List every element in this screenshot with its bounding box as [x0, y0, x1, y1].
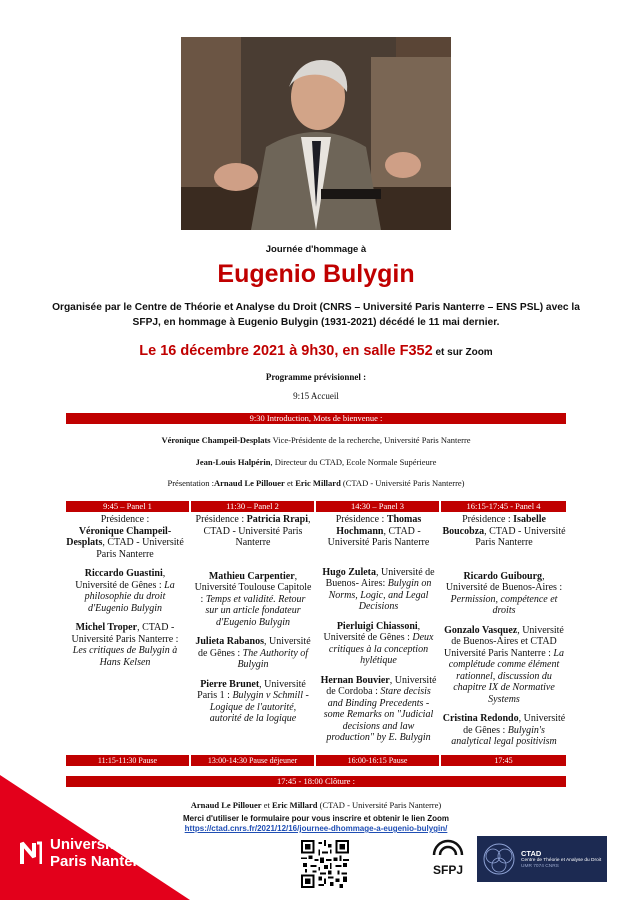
talk-affiliation: , Université de Gênes :: [323, 620, 421, 643]
talk-speaker: Hernan Bouvier: [320, 674, 390, 686]
talk: [193, 679, 313, 725]
speaker-name: Arnaud Le Pillouer: [190, 800, 262, 810]
panels-table: [66, 501, 566, 753]
speaker-affiliation: , Directeur du CTAD, Ecole Normale Supérieure: [270, 457, 437, 467]
talk-affiliation: , Université de Buenos-Aires et CTAD Université Paris Nanterre :: [444, 624, 564, 659]
presidence-name: Isabelle Boucobza: [442, 514, 546, 537]
presidence-name: Véronique Champeil-Desplats: [66, 525, 172, 548]
panel-presidence: [66, 514, 184, 560]
talk-title: Temps et validité. Retour sur un article fondateur d'Eugenio Bulygin: [205, 593, 306, 628]
talk: [66, 568, 184, 614]
talk-affiliation: , Université de Cordoba :: [326, 674, 437, 697]
event-title: Eugenio Bulygin: [217, 260, 415, 288]
sfpj-logo: [425, 838, 471, 877]
presidence-name: Thomas Hochmann: [336, 514, 422, 537]
speaker-name: Jean-Louis Halpérin: [195, 457, 271, 467]
talk-affiliation: , Université de Gênes :: [463, 713, 566, 736]
accueil-time: 9:15 Accueil: [293, 391, 339, 401]
speaker-photo: [181, 37, 451, 230]
intro-presentation: [0, 478, 632, 488]
talk-affiliation: , CTAD - Université Paris Nanterre :: [71, 622, 179, 645]
panel-2-header: 11:30 – Panel 2: [191, 501, 314, 512]
talk-title: The Authority of Bulygin: [237, 647, 309, 670]
pause-1: 11:15-11:30 Pause: [66, 755, 189, 766]
panel-presidence: [193, 514, 313, 549]
sfpj-text: SFPJ: [432, 863, 463, 877]
talk-affiliation: , Université de Buenos-Aires :: [445, 570, 563, 593]
panel-4-header: 16:15-17:45 - Panel 4: [441, 501, 566, 512]
zoom-registration-link[interactable]: https://ctad.cnrs.fr/2021/12/16/journee-dhommage-a-eugenio-bulygin/: [184, 824, 448, 833]
talk: [193, 636, 313, 671]
panel-3-column: [318, 514, 439, 752]
presidence-label: Présidence :: [462, 514, 514, 525]
sfpj-arc-icon: [432, 838, 464, 856]
panel-presidence: [318, 514, 439, 549]
panel-2-column: [193, 514, 313, 733]
programme-heading: Programme prévisionnel :: [265, 372, 367, 382]
ctad-text: [521, 849, 601, 870]
talk-affiliation: , Université Toulouse Capitole :: [194, 570, 312, 605]
ctad-emblem-icon: [481, 841, 517, 877]
intro-speaker-1: [0, 435, 632, 445]
pause-2: 13:00-14:30 Pause déjeuner: [191, 755, 314, 766]
conjunction: et: [284, 478, 296, 488]
panel-4-column: [442, 514, 566, 756]
talk-title: Stare decisis and Binding Precedents - some Remarks on "Judicial decisions and law production" by E. Bulygin: [323, 686, 434, 743]
talk-title: Les critiques de Bulygin à Hans Kelsen: [72, 645, 178, 668]
ctad-subtitle: Centre de Théorie et Analyse du Droit: [521, 857, 602, 863]
talk-affiliation: , Université de Gênes :: [197, 636, 311, 659]
presidence-label: Présidence :: [195, 514, 247, 525]
talk: [442, 713, 566, 748]
talk-speaker: Michel Troper: [75, 622, 138, 633]
talk-title: Bulygin on Norms, Logic, and Legal Decisions: [328, 578, 432, 612]
zoom-note: Merci d'utiliser le formulaire pour vous inscrire et obtenir le lien Zoom: [183, 814, 449, 823]
talk-speaker: Cristina Redondo: [442, 713, 519, 724]
speaker-affiliation: (CTAD - Université Paris Nanterre): [317, 800, 442, 810]
intro-bar: 9:30 Introduction, Mots de bienvenue :: [66, 413, 566, 424]
ctad-logo: [477, 836, 607, 882]
event-subtitle: Journée d'hommage à: [265, 244, 367, 255]
date-location: Le 16 décembre 2021 à 9h30, en salle F352: [139, 343, 433, 359]
talk-title: Bulygin's analytical legal positivism: [451, 724, 557, 747]
universite-line-1: Université: [50, 836, 123, 853]
talk: [318, 621, 439, 667]
closure-bar: 17:45 - 18:00 Clôture :: [66, 776, 566, 787]
talk-title: Deux critiques à la conception hylétique: [328, 632, 434, 666]
presidence-affiliation: , CTAD - Université Paris Nanterre: [475, 525, 566, 548]
presentation-label: Présentation :: [167, 478, 214, 488]
panel-1-header: 9:45 – Panel 1: [66, 501, 189, 512]
date-line: [0, 342, 632, 360]
presidence-name: Patricia Rrapi: [246, 514, 308, 525]
talk-speaker: Julieta Rabanos: [195, 636, 264, 647]
panel-presidence: [442, 514, 566, 549]
talk-affiliation: , Université de Buenos- Aires:: [325, 566, 435, 589]
closure-speakers: [0, 800, 632, 810]
presidence-affiliation: , CTAD - Université Paris Nanterre: [327, 525, 430, 548]
talk: [66, 622, 184, 668]
qr-code-icon[interactable]: [301, 840, 349, 888]
talk-speaker: Riccardo Guastini: [84, 568, 163, 579]
talk-speaker: Pierluigi Chiassoni: [336, 620, 418, 632]
universite-line-2: Paris Nanterre: [50, 853, 153, 870]
presidence-label: Présidence :: [335, 514, 387, 525]
organisation-text: Organisée par le Centre de Théorie et Analyse du Droit (CNRS – Université Paris Nanterre – ENS PSL) avec la SFPJ, en hommage à Eugenio Bulygin (1931-2021) décédé le 11 mai dernier.: [52, 302, 580, 328]
talk: [442, 571, 566, 617]
talk: [193, 571, 313, 629]
ctad-title: CTAD: [521, 848, 542, 858]
presidence-affiliation: , CTAD - Université Paris Nanterre: [96, 537, 184, 560]
pause-4: 17:45: [441, 755, 566, 766]
universite-paris-nanterre-logo: [20, 836, 153, 870]
speaker-affiliation: (CTAD - Université Paris Nanterre): [340, 478, 465, 488]
talk-title: La philosophie du droit d'Eugenio Bulygin: [84, 579, 175, 614]
presidence-affiliation: , CTAD - Université Paris Nanterre: [203, 514, 311, 548]
nanterre-mark-icon: [20, 840, 42, 866]
talk-affiliation: , Université de Gênes :: [75, 568, 166, 591]
talk-speaker: Ricardo Guibourg: [463, 570, 543, 582]
talk-title: Permission, compétence et droits: [450, 593, 558, 616]
speaker-affiliation: Vice-Présidente de la recherche, Université Paris Nanterre: [270, 435, 471, 445]
conjunction: et: [261, 800, 272, 810]
presidence-label: Présidence :: [100, 514, 150, 525]
universite-name: [50, 836, 153, 870]
talk-title: Bulygin v Schmill - Logique de l'autorité, autorité de la logique: [209, 690, 309, 724]
talk-speaker: Pierre Brunet: [200, 678, 260, 690]
talk-speaker: Mathieu Carpentier: [208, 570, 295, 582]
speaker-name: Arnaud Le Pillouer: [214, 478, 285, 488]
ctad-umr: UMR 7074 CNRS: [521, 863, 559, 869]
talk: [318, 675, 439, 744]
talk: [442, 625, 566, 706]
speaker-name: Véronique Champeil-Desplats: [161, 435, 271, 445]
date-suffix: et sur Zoom: [432, 347, 493, 358]
panel-3-header: 14:30 – Panel 3: [316, 501, 439, 512]
talk-affiliation: , Université Paris 1 :: [197, 678, 306, 701]
panel-1-column: [66, 514, 184, 676]
talk: [318, 567, 439, 613]
speaker-name: Eric Millard: [271, 800, 318, 810]
intro-speaker-2: [0, 457, 632, 467]
talk-speaker: Hugo Zuleta: [322, 566, 377, 578]
talk-title: La complétude comme élément rationnel, discussion du chapitre IX de Normative Systems: [448, 647, 564, 705]
speaker-name: Eric Millard: [295, 478, 341, 488]
pause-3: 16:00-16:15 Pause: [316, 755, 439, 766]
talk-speaker: Gonzalo Vasquez: [444, 624, 518, 636]
